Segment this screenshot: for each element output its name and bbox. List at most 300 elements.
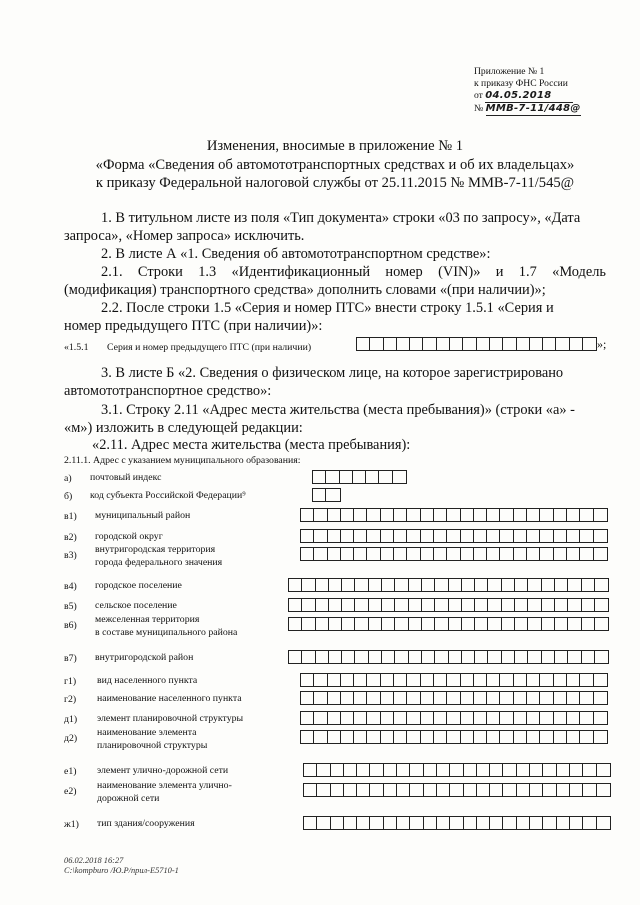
input-cell[interactable]	[369, 651, 382, 663]
input-cell[interactable]	[502, 618, 515, 630]
input-cell[interactable]	[369, 579, 382, 591]
input-cell[interactable]	[464, 764, 477, 776]
input-cell[interactable]	[437, 338, 450, 350]
input-cell[interactable]	[344, 784, 357, 796]
input-cell[interactable]	[316, 618, 329, 630]
input-cell[interactable]	[341, 731, 354, 743]
input-cell[interactable]	[342, 579, 355, 591]
input-cell[interactable]	[381, 548, 394, 560]
input-cell[interactable]	[381, 509, 394, 521]
input-cell[interactable]	[434, 509, 447, 521]
input-cell[interactable]	[326, 489, 339, 501]
input-cell[interactable]	[490, 764, 503, 776]
input-cell[interactable]	[302, 579, 315, 591]
input-cell[interactable]	[594, 692, 607, 704]
input-cell[interactable]	[384, 784, 397, 796]
input-cell[interactable]	[557, 784, 570, 796]
input-cell[interactable]	[515, 618, 528, 630]
input-cell[interactable]	[568, 599, 581, 611]
input-cell[interactable]	[379, 471, 392, 483]
input-cell[interactable]	[540, 674, 553, 686]
input-cell[interactable]	[328, 548, 341, 560]
input-cell[interactable]	[500, 548, 513, 560]
input-cell[interactable]	[449, 618, 462, 630]
input-cell[interactable]	[570, 784, 583, 796]
input-cell[interactable]	[461, 712, 474, 724]
input-cell[interactable]	[314, 731, 327, 743]
input-cell[interactable]	[487, 530, 500, 542]
input-cell[interactable]	[409, 618, 422, 630]
input-cell[interactable]	[502, 579, 515, 591]
input-cell[interactable]	[594, 712, 607, 724]
input-cell[interactable]	[435, 599, 448, 611]
input-cell[interactable]	[475, 579, 488, 591]
input-cell[interactable]	[543, 764, 556, 776]
input-cell[interactable]	[314, 712, 327, 724]
input-cell[interactable]	[542, 651, 555, 663]
input-cell[interactable]	[357, 784, 370, 796]
input-cell[interactable]	[555, 618, 568, 630]
input-cell[interactable]	[461, 530, 474, 542]
input-cell[interactable]	[424, 784, 437, 796]
input-cell[interactable]	[394, 509, 407, 521]
input-cell[interactable]	[424, 764, 437, 776]
input-cell[interactable]	[555, 651, 568, 663]
input-cell[interactable]	[447, 548, 460, 560]
input-cell[interactable]	[289, 618, 302, 630]
input-cell[interactable]	[474, 712, 487, 724]
input-cell[interactable]	[354, 530, 367, 542]
input-cell[interactable]	[487, 548, 500, 560]
input-cell[interactable]	[500, 712, 513, 724]
input-cell[interactable]	[304, 764, 317, 776]
input-cell[interactable]	[421, 692, 434, 704]
input-cell[interactable]	[568, 651, 581, 663]
input-cell[interactable]	[423, 338, 436, 350]
input-cell[interactable]	[515, 651, 528, 663]
input-cell[interactable]	[341, 712, 354, 724]
input-cell[interactable]	[313, 471, 326, 483]
input-cell[interactable]	[582, 651, 595, 663]
form-row-input-cells[interactable]	[300, 529, 608, 543]
input-cell[interactable]	[381, 731, 394, 743]
input-cell[interactable]	[487, 674, 500, 686]
input-cell[interactable]	[514, 731, 527, 743]
input-cell[interactable]	[397, 784, 410, 796]
input-cell[interactable]	[595, 579, 608, 591]
input-cell[interactable]	[317, 764, 330, 776]
input-cell[interactable]	[397, 764, 410, 776]
input-cell[interactable]	[528, 579, 541, 591]
input-cell[interactable]	[421, 509, 434, 521]
input-cell[interactable]	[409, 579, 422, 591]
input-cell[interactable]	[422, 599, 435, 611]
input-cell[interactable]	[367, 731, 380, 743]
input-cell[interactable]	[514, 509, 527, 521]
input-cell[interactable]	[567, 692, 580, 704]
input-cell[interactable]	[328, 692, 341, 704]
input-cell[interactable]	[422, 579, 435, 591]
input-cell[interactable]	[421, 712, 434, 724]
input-cell[interactable]	[357, 817, 370, 829]
input-cell[interactable]	[530, 764, 543, 776]
input-cell[interactable]	[370, 784, 383, 796]
input-cell[interactable]	[567, 548, 580, 560]
input-cell[interactable]	[354, 692, 367, 704]
input-cell[interactable]	[344, 817, 357, 829]
input-cell[interactable]	[407, 530, 420, 542]
input-cell[interactable]	[355, 579, 368, 591]
input-cell[interactable]	[450, 817, 463, 829]
input-cell[interactable]	[464, 784, 477, 796]
input-cell[interactable]	[554, 530, 567, 542]
input-cell[interactable]	[556, 338, 569, 350]
input-cell[interactable]	[530, 338, 543, 350]
input-cell[interactable]	[342, 599, 355, 611]
input-cell[interactable]	[357, 338, 370, 350]
input-cell[interactable]	[449, 579, 462, 591]
input-cell[interactable]	[568, 579, 581, 591]
input-cell[interactable]	[316, 599, 329, 611]
input-cell[interactable]	[370, 338, 383, 350]
input-cell[interactable]	[421, 731, 434, 743]
input-cell[interactable]	[568, 618, 581, 630]
input-cell[interactable]	[341, 530, 354, 542]
input-cell[interactable]	[503, 764, 516, 776]
input-cell[interactable]	[331, 784, 344, 796]
input-cell[interactable]	[447, 712, 460, 724]
input-cell[interactable]	[354, 674, 367, 686]
input-cell[interactable]	[316, 651, 329, 663]
input-cell[interactable]	[421, 674, 434, 686]
input-cell[interactable]	[434, 731, 447, 743]
input-cell[interactable]	[410, 817, 423, 829]
input-cell[interactable]	[353, 471, 366, 483]
input-cell[interactable]	[328, 530, 341, 542]
input-cell[interactable]	[597, 784, 610, 796]
form-row-input-cells[interactable]	[288, 617, 609, 631]
input-cell[interactable]	[475, 618, 488, 630]
input-cell[interactable]	[407, 548, 420, 560]
input-cell[interactable]	[434, 674, 447, 686]
input-cell[interactable]	[461, 731, 474, 743]
input-cell[interactable]	[407, 509, 420, 521]
input-cell[interactable]	[477, 784, 490, 796]
input-cell[interactable]	[477, 817, 490, 829]
input-cell[interactable]	[447, 509, 460, 521]
input-cell[interactable]	[437, 764, 450, 776]
input-cell[interactable]	[437, 817, 450, 829]
input-cell[interactable]	[424, 817, 437, 829]
input-cell[interactable]	[597, 817, 610, 829]
input-cell[interactable]	[527, 674, 540, 686]
input-cell[interactable]	[355, 618, 368, 630]
input-cell[interactable]	[500, 509, 513, 521]
input-cell[interactable]	[461, 548, 474, 560]
input-cell[interactable]	[301, 692, 314, 704]
input-cell[interactable]	[487, 692, 500, 704]
input-cell[interactable]	[329, 579, 342, 591]
input-cell[interactable]	[570, 764, 583, 776]
input-cell[interactable]	[449, 651, 462, 663]
input-cell[interactable]	[474, 692, 487, 704]
input-cell[interactable]	[540, 712, 553, 724]
input-cell[interactable]	[542, 579, 555, 591]
input-cell[interactable]	[580, 674, 593, 686]
input-cell[interactable]	[543, 784, 556, 796]
input-cell[interactable]	[394, 731, 407, 743]
input-cell[interactable]	[409, 651, 422, 663]
input-cell[interactable]	[314, 548, 327, 560]
input-cell[interactable]	[367, 509, 380, 521]
input-cell[interactable]	[517, 764, 530, 776]
input-cell[interactable]	[461, 692, 474, 704]
input-cell[interactable]	[517, 338, 530, 350]
input-cell[interactable]	[395, 618, 408, 630]
input-cell[interactable]	[527, 530, 540, 542]
input-cell[interactable]	[447, 692, 460, 704]
input-cell[interactable]	[543, 817, 556, 829]
input-cell[interactable]	[397, 338, 410, 350]
input-cell[interactable]	[542, 599, 555, 611]
input-cell[interactable]	[595, 618, 608, 630]
input-cell[interactable]	[395, 579, 408, 591]
input-cell[interactable]	[302, 618, 315, 630]
input-cell[interactable]	[514, 548, 527, 560]
input-cell[interactable]	[354, 712, 367, 724]
input-cell[interactable]	[326, 471, 339, 483]
input-cell[interactable]	[435, 579, 448, 591]
form-row-input-cells[interactable]	[303, 816, 611, 830]
input-cell[interactable]	[580, 731, 593, 743]
input-cell[interactable]	[474, 731, 487, 743]
input-cell[interactable]	[341, 692, 354, 704]
input-cell[interactable]	[407, 712, 420, 724]
input-cell[interactable]	[301, 712, 314, 724]
input-cell[interactable]	[289, 579, 302, 591]
input-cell[interactable]	[583, 817, 596, 829]
input-cell[interactable]	[328, 712, 341, 724]
input-cell[interactable]	[357, 764, 370, 776]
input-cell[interactable]	[410, 338, 423, 350]
form-row-input-cells[interactable]	[288, 598, 609, 612]
input-cell[interactable]	[370, 817, 383, 829]
input-cell[interactable]	[594, 548, 607, 560]
form-row-input-cells[interactable]	[303, 783, 611, 797]
input-cell[interactable]	[487, 712, 500, 724]
input-cell[interactable]	[515, 579, 528, 591]
input-cell[interactable]	[514, 530, 527, 542]
input-cell[interactable]	[583, 784, 596, 796]
input-cell[interactable]	[477, 764, 490, 776]
input-cell[interactable]	[517, 817, 530, 829]
input-cell[interactable]	[395, 599, 408, 611]
input-cell[interactable]	[594, 530, 607, 542]
form-row-input-cells[interactable]	[288, 578, 609, 592]
input-cell[interactable]	[528, 651, 541, 663]
row-1-5-1-input-cells[interactable]	[356, 337, 597, 351]
input-cell[interactable]	[594, 674, 607, 686]
input-cell[interactable]	[462, 599, 475, 611]
input-cell[interactable]	[488, 579, 501, 591]
input-cell[interactable]	[527, 712, 540, 724]
form-row-input-cells[interactable]	[312, 488, 341, 502]
input-cell[interactable]	[382, 599, 395, 611]
input-cell[interactable]	[464, 817, 477, 829]
input-cell[interactable]	[580, 509, 593, 521]
input-cell[interactable]	[329, 599, 342, 611]
input-cell[interactable]	[582, 618, 595, 630]
input-cell[interactable]	[381, 530, 394, 542]
input-cell[interactable]	[488, 599, 501, 611]
input-cell[interactable]	[500, 731, 513, 743]
input-cell[interactable]	[570, 338, 583, 350]
input-cell[interactable]	[341, 509, 354, 521]
input-cell[interactable]	[369, 618, 382, 630]
input-cell[interactable]	[301, 674, 314, 686]
input-cell[interactable]	[301, 530, 314, 542]
input-cell[interactable]	[367, 530, 380, 542]
input-cell[interactable]	[554, 692, 567, 704]
input-cell[interactable]	[304, 817, 317, 829]
form-row-input-cells[interactable]	[303, 763, 611, 777]
input-cell[interactable]	[422, 651, 435, 663]
input-cell[interactable]	[394, 712, 407, 724]
form-row-input-cells[interactable]	[300, 673, 608, 687]
input-cell[interactable]	[434, 548, 447, 560]
input-cell[interactable]	[490, 338, 503, 350]
input-cell[interactable]	[500, 674, 513, 686]
input-cell[interactable]	[490, 784, 503, 796]
input-cell[interactable]	[384, 764, 397, 776]
input-cell[interactable]	[462, 651, 475, 663]
input-cell[interactable]	[540, 509, 553, 521]
input-cell[interactable]	[567, 530, 580, 542]
input-cell[interactable]	[462, 618, 475, 630]
input-cell[interactable]	[407, 692, 420, 704]
input-cell[interactable]	[450, 784, 463, 796]
input-cell[interactable]	[329, 618, 342, 630]
form-row-input-cells[interactable]	[300, 711, 608, 725]
input-cell[interactable]	[367, 674, 380, 686]
input-cell[interactable]	[342, 618, 355, 630]
input-cell[interactable]	[302, 599, 315, 611]
input-cell[interactable]	[554, 674, 567, 686]
input-cell[interactable]	[595, 651, 608, 663]
input-cell[interactable]	[407, 674, 420, 686]
form-row-input-cells[interactable]	[288, 650, 609, 664]
input-cell[interactable]	[487, 731, 500, 743]
input-cell[interactable]	[317, 817, 330, 829]
input-cell[interactable]	[355, 651, 368, 663]
input-cell[interactable]	[527, 509, 540, 521]
form-row-input-cells[interactable]	[300, 730, 608, 744]
input-cell[interactable]	[567, 674, 580, 686]
input-cell[interactable]	[540, 692, 553, 704]
input-cell[interactable]	[530, 817, 543, 829]
input-cell[interactable]	[447, 674, 460, 686]
input-cell[interactable]	[449, 599, 462, 611]
input-cell[interactable]	[514, 692, 527, 704]
input-cell[interactable]	[580, 692, 593, 704]
input-cell[interactable]	[557, 764, 570, 776]
input-cell[interactable]	[597, 764, 610, 776]
input-cell[interactable]	[289, 599, 302, 611]
input-cell[interactable]	[340, 471, 353, 483]
input-cell[interactable]	[567, 712, 580, 724]
input-cell[interactable]	[354, 509, 367, 521]
input-cell[interactable]	[314, 509, 327, 521]
input-cell[interactable]	[447, 530, 460, 542]
input-cell[interactable]	[437, 784, 450, 796]
input-cell[interactable]	[395, 651, 408, 663]
input-cell[interactable]	[555, 579, 568, 591]
input-cell[interactable]	[474, 548, 487, 560]
input-cell[interactable]	[384, 338, 397, 350]
input-cell[interactable]	[394, 548, 407, 560]
input-cell[interactable]	[450, 338, 463, 350]
input-cell[interactable]	[583, 338, 596, 350]
input-cell[interactable]	[543, 338, 556, 350]
input-cell[interactable]	[302, 651, 315, 663]
input-cell[interactable]	[410, 764, 423, 776]
input-cell[interactable]	[304, 784, 317, 796]
input-cell[interactable]	[542, 618, 555, 630]
input-cell[interactable]	[500, 530, 513, 542]
input-cell[interactable]	[384, 817, 397, 829]
input-cell[interactable]	[540, 731, 553, 743]
input-cell[interactable]	[409, 599, 422, 611]
input-cell[interactable]	[314, 530, 327, 542]
input-cell[interactable]	[503, 784, 516, 796]
input-cell[interactable]	[500, 692, 513, 704]
input-cell[interactable]	[477, 338, 490, 350]
input-cell[interactable]	[462, 579, 475, 591]
input-cell[interactable]	[397, 817, 410, 829]
form-row-input-cells[interactable]	[300, 547, 608, 561]
input-cell[interactable]	[514, 674, 527, 686]
input-cell[interactable]	[382, 651, 395, 663]
input-cell[interactable]	[528, 599, 541, 611]
input-cell[interactable]	[475, 599, 488, 611]
input-cell[interactable]	[594, 509, 607, 521]
input-cell[interactable]	[370, 764, 383, 776]
input-cell[interactable]	[301, 509, 314, 521]
input-cell[interactable]	[474, 509, 487, 521]
input-cell[interactable]	[421, 548, 434, 560]
input-cell[interactable]	[594, 731, 607, 743]
input-cell[interactable]	[331, 764, 344, 776]
input-cell[interactable]	[317, 784, 330, 796]
input-cell[interactable]	[567, 731, 580, 743]
input-cell[interactable]	[394, 692, 407, 704]
input-cell[interactable]	[450, 764, 463, 776]
input-cell[interactable]	[381, 692, 394, 704]
input-cell[interactable]	[316, 579, 329, 591]
input-cell[interactable]	[554, 548, 567, 560]
input-cell[interactable]	[488, 651, 501, 663]
input-cell[interactable]	[341, 674, 354, 686]
input-cell[interactable]	[301, 731, 314, 743]
input-cell[interactable]	[461, 509, 474, 521]
input-cell[interactable]	[582, 599, 595, 611]
input-cell[interactable]	[407, 731, 420, 743]
input-cell[interactable]	[354, 731, 367, 743]
input-cell[interactable]	[342, 651, 355, 663]
input-cell[interactable]	[344, 764, 357, 776]
form-row-input-cells[interactable]	[300, 508, 608, 522]
input-cell[interactable]	[314, 674, 327, 686]
